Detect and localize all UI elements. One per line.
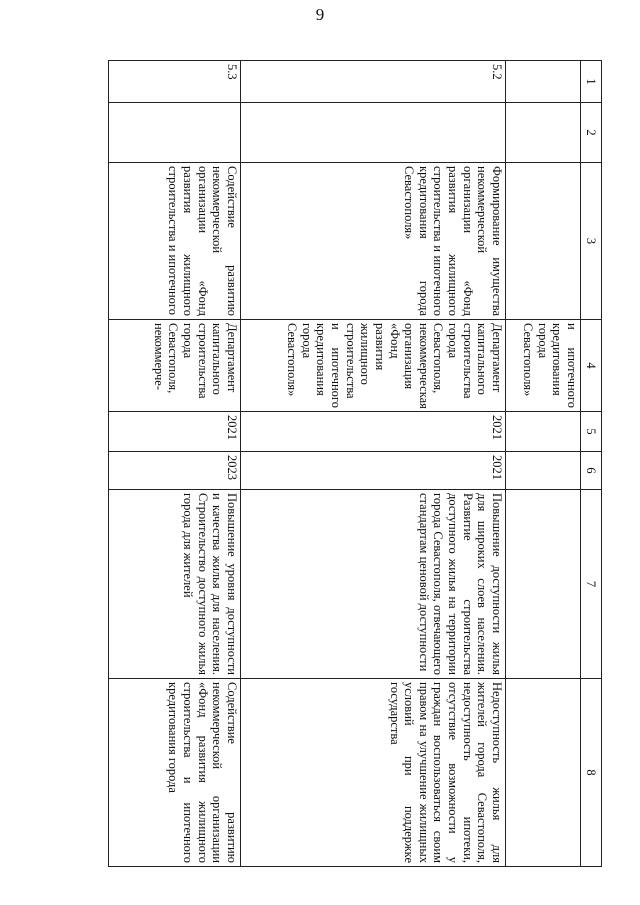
row-result (506, 490, 581, 679)
header-col-2: 2 (581, 103, 602, 163)
row-col2 (241, 103, 506, 163)
row-description (506, 163, 581, 320)
row-consequences: Содействие развитию некоммерческой организации «Фонд развития жилищного строительства и ипотечного кредитования города (109, 679, 241, 867)
row-start-year: 2021 (109, 412, 241, 452)
row-consequences (506, 679, 581, 867)
header-col-4: 4 (581, 320, 602, 412)
row-number: 5.2 (241, 61, 506, 103)
page-number: 9 (315, 5, 325, 24)
row-description: Формирование имущества некоммерческой организации «Фонд развития жилищного строительства и ипотечного кредитования города Севастополя» (241, 163, 506, 320)
header-row (581, 61, 602, 867)
row-col2 (109, 103, 241, 163)
row-consequences: Недоступность жилья для жителей города Севастополя, недоступность ипотеки, отсутствие возможности у граждан воспользоваться своим правом на улучшение жилищных условий при поддержке государства (241, 679, 506, 867)
row-end-year: 2021 (241, 452, 506, 490)
row-result: Повышение уровня доступности и качества жилья для населения. Строительство доступного жилья города для жителей (109, 490, 241, 679)
row-end-year: 2023 (109, 452, 241, 490)
row-result: Повышение доступности жилья для широких слоев населения. Развитие строительства доступного жилья на территории города Севастополя, отвечающего стандартам ценовой доступности (241, 490, 506, 679)
table-row (241, 61, 506, 867)
row-start-year: 2021 (241, 412, 506, 452)
row-executor: Департамент капитального строительства города Севастополя, некоммерческая организация «Фонд развития жилищного строительства и ипотечного кредитования города Севастополя» (241, 320, 506, 412)
header-col-5: 5 (581, 412, 602, 452)
row-number (506, 61, 581, 103)
header-col-6: 6 (581, 452, 602, 490)
row-executor: и ипотечного кредитования города Севастополя» (506, 320, 581, 412)
row-executor: Департамент капитального строительства города Севастополя, некоммерче- (109, 320, 241, 412)
header-col-7: 7 (581, 490, 602, 679)
row-end-year (506, 452, 581, 490)
header-col-1: 1 (581, 61, 602, 103)
row-start-year (506, 412, 581, 452)
measures-table (108, 60, 602, 867)
row-col2 (506, 103, 581, 163)
row-number: 5.3 (109, 61, 241, 103)
table-row (506, 61, 581, 867)
table-row (109, 61, 241, 867)
header-col-3: 3 (581, 163, 602, 320)
rotated-table-container (110, 60, 602, 866)
header-col-8: 8 (581, 679, 602, 867)
row-description: Содействие развитию некоммерческой организации «Фонд развития жилищного строительства и ипотечного (109, 163, 241, 320)
